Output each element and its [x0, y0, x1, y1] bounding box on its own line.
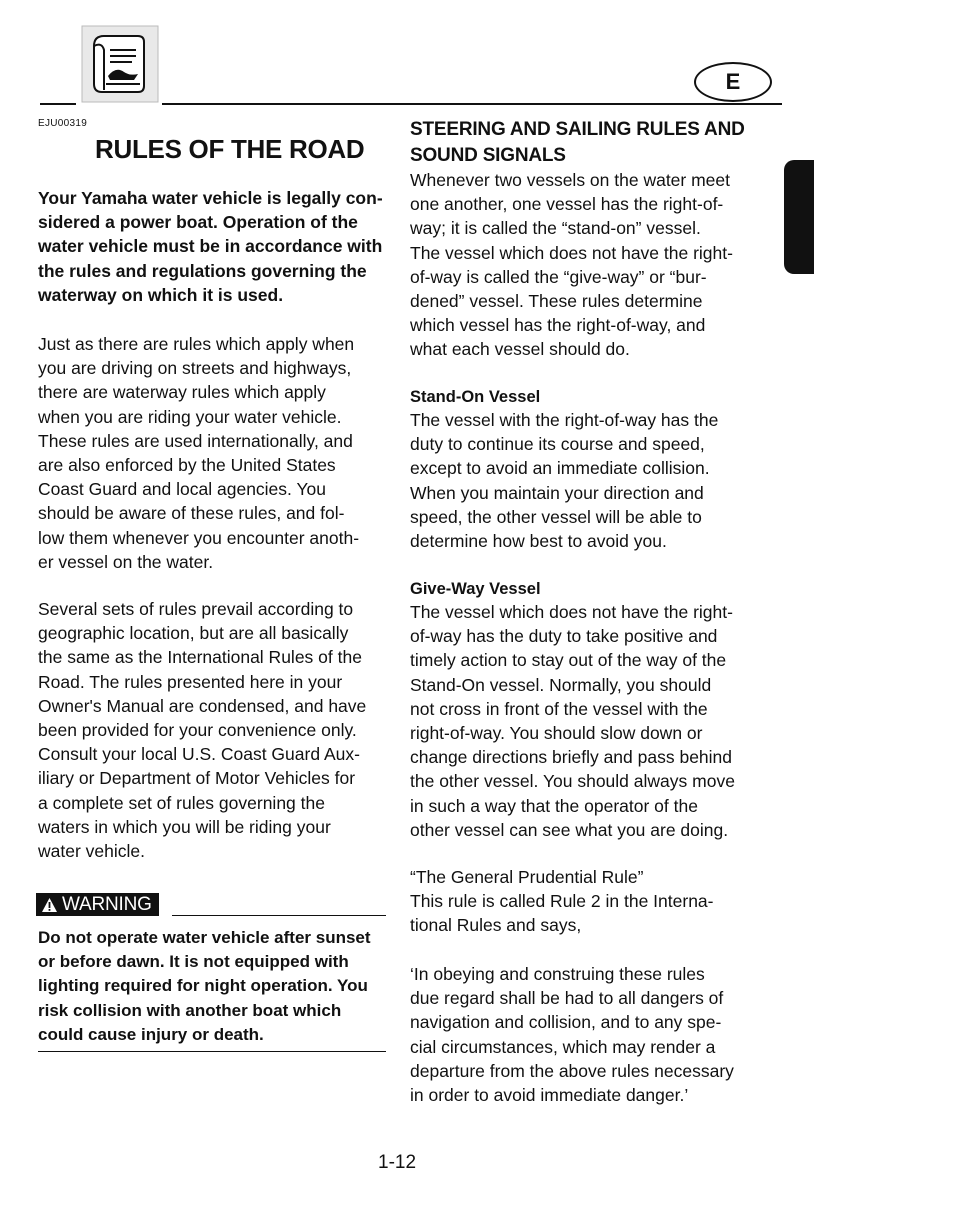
warning-text: [38, 926, 389, 1047]
text-line: cial circumstances, which may render a: [410, 1036, 716, 1057]
text-line: of-way has the duty to take positive and: [410, 626, 718, 647]
manual-book-icon: [80, 24, 160, 104]
rule-sets-paragraph: [38, 597, 389, 863]
text-line: due regard shall be had to all dangers of: [410, 988, 724, 1009]
prudential-rule-intro: [410, 889, 767, 937]
text-line: there are waterway rules which apply: [38, 382, 326, 403]
text-line: except to avoid an immediate collision.: [410, 458, 710, 479]
text-line: one another, one vessel has the right-of-: [410, 194, 724, 215]
text-line: timely action to stay out of the way of the: [410, 650, 727, 671]
text-line: should be aware of these rules, and fol-: [38, 503, 345, 524]
heading-line: SOUND SIGNALS: [410, 145, 566, 166]
text-line: Road. The rules presented here in your: [38, 671, 343, 692]
text-line: what each vessel should do.: [410, 339, 630, 360]
give-way-heading: Give-Way Vessel: [410, 580, 541, 598]
text-line: Just as there are rules which apply when: [38, 334, 355, 354]
text-line: duty to continue its course and speed,: [410, 434, 705, 455]
text-line: ‘In obeying and construing these rules: [410, 964, 705, 984]
text-line: not cross in front of the vessel with the: [410, 698, 708, 719]
text-line: navigation and collision, and to any spe-: [410, 1012, 722, 1033]
text-line: The vessel which does not have the right-: [410, 602, 733, 622]
stand-on-paragraph: [410, 408, 767, 553]
text-line: water vehicle.: [38, 841, 145, 862]
text-line: when you are riding your water vehicle.: [38, 406, 342, 427]
text-line: you are driving on streets and highways,: [38, 358, 352, 379]
section-thumb-tab: [784, 160, 814, 274]
text-line: change directions briefly and pass behind: [410, 747, 733, 768]
intro-paragraph: [38, 186, 389, 307]
text-line: lighting required for night operation. You: [38, 976, 368, 996]
text-line: Owner's Manual are condensed, and have: [38, 695, 367, 716]
text-line: Do not operate water vehicle after sunset: [38, 928, 371, 947]
warning-rule-bottom: [38, 1051, 386, 1052]
text-line: the other vessel. You should always move: [410, 771, 735, 792]
prudential-rule-title: “The General Prudential Rule”: [410, 867, 644, 887]
text-line: departure from the above rules necessary: [410, 1060, 734, 1081]
vessels-paragraph: [410, 168, 767, 362]
text-line: This rule is called Rule 2 in the Interna-: [410, 891, 714, 911]
text-line: in order to avoid immediate danger.’: [410, 1085, 689, 1106]
text-line: Coast Guard and local agencies. You: [38, 479, 326, 500]
text-line: which vessel has the right-of-way, and: [410, 315, 706, 336]
warning-triangle-icon: [41, 897, 58, 913]
text-line: way; it is called the “stand-on” vessel.: [410, 218, 701, 239]
text-line: dened” vessel. These rules determine: [410, 291, 703, 312]
text-line: been provided for your convenience only.: [38, 720, 357, 741]
text-line: could cause injury or death.: [38, 1024, 264, 1044]
section-badge: E: [694, 62, 772, 102]
text-line: the same as the International Rules of the: [38, 647, 362, 668]
text-line: right-of-way. You should slow down or: [410, 723, 703, 744]
text-line: These rules are used internationally, and: [38, 430, 353, 451]
text-line: Consult your local U.S. Coast Guard Aux-: [38, 744, 360, 765]
text-line: geographic location, but are all basically: [38, 623, 349, 644]
text-line: or before dawn. It is not equipped with: [38, 952, 349, 972]
rules-paragraph: [38, 332, 389, 574]
stand-on-heading: Stand-On Vessel: [410, 388, 541, 406]
text-line: water vehicle must be in accordance with: [38, 236, 383, 257]
text-line: a complete set of rules governing the: [38, 792, 325, 813]
text-line: determine how best to avoid you.: [410, 531, 667, 552]
header-rule-left: [40, 103, 76, 105]
text-line: are also enforced by the United States: [38, 455, 336, 476]
text-line: Your Yamaha water vehicle is legally con-: [38, 188, 383, 208]
text-line: iliary or Department of Motor Vehicles for: [38, 768, 356, 789]
text-line: in such a way that the operator of the: [410, 795, 698, 816]
header-rule-right: [162, 103, 782, 105]
text-line: other vessel can see what you are doing.: [410, 819, 729, 840]
text-line: er vessel on the water.: [38, 551, 214, 572]
rule-quote: [410, 962, 767, 1107]
warning-label: [36, 893, 159, 916]
section-heading: [410, 117, 780, 169]
text-line: low them whenever you encounter anoth-: [38, 527, 360, 548]
text-line: of-way is called the “give-way” or “bur-: [410, 266, 707, 287]
text-line: sidered a power boat. Operation of the: [38, 212, 358, 233]
text-line: risk collision with another boat which: [38, 1000, 342, 1020]
text-line: the rules and regulations governing the: [38, 260, 367, 281]
heading-line: STEERING AND SAILING RULES AND: [410, 119, 745, 140]
text-line: Whenever two vessels on the water meet: [410, 170, 731, 190]
text-line: The vessel with the right-of-way has the: [410, 410, 719, 430]
warning-rule-top: [172, 915, 386, 916]
document-code: EJU00319: [38, 118, 88, 129]
text-line: When you maintain your direction and: [410, 482, 704, 503]
text-line: waters in which you will be riding your: [38, 816, 331, 837]
text-line: waterway on which it is used.: [38, 284, 284, 305]
warning-label-text: WARNING: [62, 894, 152, 915]
text-line: Several sets of rules prevail according to: [38, 599, 354, 619]
text-line: Stand-On vessel. Normally, you should: [410, 674, 712, 695]
text-line: speed, the other vessel will be able to: [410, 506, 702, 527]
text-line: The vessel which does not have the right-: [410, 242, 733, 263]
page-number: 1-12: [378, 1152, 417, 1173]
page-title: RULES OF THE ROAD: [95, 134, 365, 164]
text-line: tional Rules and says,: [410, 915, 582, 936]
give-way-paragraph: [410, 600, 767, 842]
